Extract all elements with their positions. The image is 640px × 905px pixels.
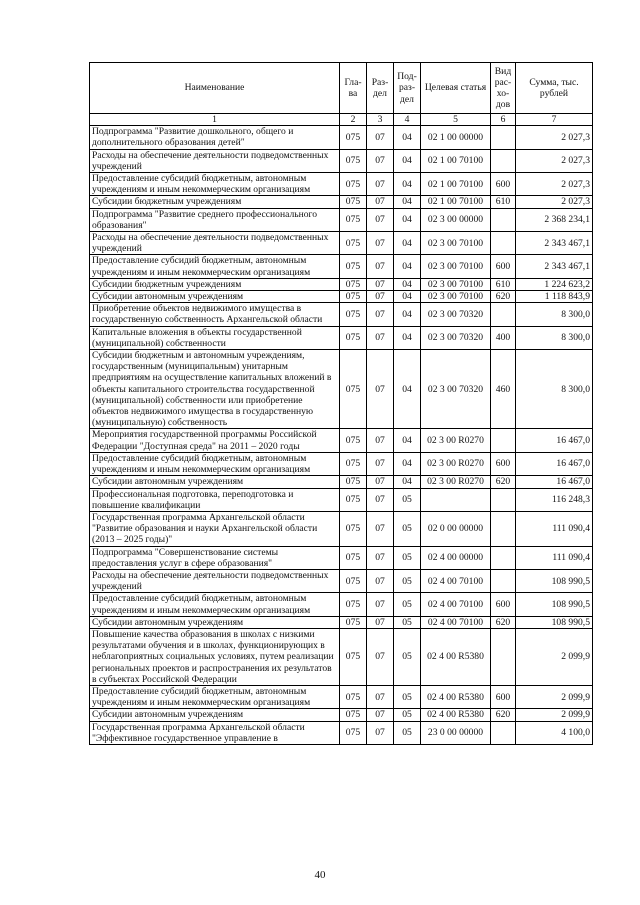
row-razdel-cell: 07 xyxy=(367,173,394,196)
row-glava-cell: 075 xyxy=(340,232,367,255)
row-razdel-cell: 07 xyxy=(367,511,394,546)
row-name-cell: Предоставление субсидий бюджетным, автономным учреждениям и иным некоммерческим организациям xyxy=(90,593,340,616)
row-target-cell: 02 4 00 70100 xyxy=(421,616,491,628)
row-razdel-cell: 07 xyxy=(367,291,394,303)
row-razdel-cell: 07 xyxy=(367,452,394,475)
row-name-cell: Подпрограмма "Развитие дошкольного, общего и дополнительного образования детей" xyxy=(90,126,340,149)
row-podrazdel-cell: 04 xyxy=(394,196,421,208)
row-glava-cell: 075 xyxy=(340,149,367,172)
row-glava-cell: 075 xyxy=(340,303,367,326)
row-name-cell: Расходы на обеспечение деятельности подведомственных учреждений xyxy=(90,232,340,255)
row-target-cell xyxy=(421,488,491,511)
row-target-cell: 02 3 00 70320 xyxy=(421,303,491,326)
row-glava-cell: 075 xyxy=(340,569,367,592)
column-number: 1 xyxy=(90,114,340,126)
row-name-cell: Предоставление субсидий бюджетным, автономным учреждениям и иным некоммерческим организациям xyxy=(90,452,340,475)
table-row xyxy=(90,616,593,628)
row-vid-cell: 400 xyxy=(491,326,516,349)
row-target-cell: 02 1 00 70100 xyxy=(421,173,491,196)
row-vid-cell: 620 xyxy=(491,709,516,721)
row-vid-cell xyxy=(491,628,516,685)
row-razdel-cell: 07 xyxy=(367,488,394,511)
row-name-cell: Субсидии бюджетным учреждениям xyxy=(90,196,340,208)
row-glava-cell: 075 xyxy=(340,255,367,278)
header-glava: Гла-ва xyxy=(340,63,367,114)
row-vid-cell: 600 xyxy=(491,593,516,616)
row-podrazdel-cell: 05 xyxy=(394,488,421,511)
row-name-cell: Субсидии автономным учреждениям xyxy=(90,616,340,628)
row-target-cell: 02 1 00 70100 xyxy=(421,149,491,172)
row-glava-cell: 075 xyxy=(340,429,367,452)
column-number-row xyxy=(90,114,593,126)
row-name-cell: Подпрограмма "Совершенствование системы предоставления услуг в сфере образования" xyxy=(90,546,340,569)
column-number: 5 xyxy=(421,114,491,126)
row-sum-cell: 108 990,5 xyxy=(516,569,593,592)
row-vid-cell xyxy=(491,208,516,231)
row-podrazdel-cell: 04 xyxy=(394,208,421,231)
row-glava-cell: 075 xyxy=(340,511,367,546)
row-sum-cell: 16 467,0 xyxy=(516,452,593,475)
row-podrazdel-cell: 04 xyxy=(394,278,421,290)
row-name-cell: Мероприятия государственной программы Российской Федерации "Доступная среда" на 2011 – 2020 годы xyxy=(90,429,340,452)
row-glava-cell: 075 xyxy=(340,685,367,708)
row-vid-cell: 600 xyxy=(491,255,516,278)
row-vid-cell xyxy=(491,721,516,744)
table-row xyxy=(90,208,593,231)
row-glava-cell: 075 xyxy=(340,721,367,744)
row-glava-cell: 075 xyxy=(340,291,367,303)
column-number: 4 xyxy=(394,114,421,126)
row-glava-cell: 075 xyxy=(340,709,367,721)
row-vid-cell: 600 xyxy=(491,685,516,708)
row-glava-cell: 075 xyxy=(340,628,367,685)
row-name-cell: Предоставление субсидий бюджетным, автономным учреждениям и иным некоммерческим организациям xyxy=(90,255,340,278)
row-name-cell: Расходы на обеспечение деятельности подведомственных учреждений xyxy=(90,569,340,592)
row-sum-cell: 16 467,0 xyxy=(516,476,593,488)
row-target-cell: 02 3 00 70320 xyxy=(421,350,491,429)
row-sum-cell: 16 467,0 xyxy=(516,429,593,452)
row-razdel-cell: 07 xyxy=(367,232,394,255)
table-row xyxy=(90,546,593,569)
row-target-cell: 02 4 00 70100 xyxy=(421,569,491,592)
row-glava-cell: 075 xyxy=(340,350,367,429)
row-podrazdel-cell: 04 xyxy=(394,173,421,196)
row-target-cell: 02 4 00 R5380 xyxy=(421,628,491,685)
row-vid-cell xyxy=(491,429,516,452)
row-glava-cell: 075 xyxy=(340,452,367,475)
column-number: 6 xyxy=(491,114,516,126)
row-name-cell: Расходы на обеспечение деятельности подведомственных учреждений xyxy=(90,149,340,172)
row-vid-cell: 620 xyxy=(491,616,516,628)
row-vid-cell: 610 xyxy=(491,196,516,208)
row-sum-cell: 111 090,4 xyxy=(516,546,593,569)
row-name-cell: Предоставление субсидий бюджетным, автономным учреждениям и иным некоммерческим организациям xyxy=(90,173,340,196)
header-name: Наименование xyxy=(90,63,340,114)
row-glava-cell: 075 xyxy=(340,476,367,488)
row-sum-cell: 2 099,9 xyxy=(516,628,593,685)
row-razdel-cell: 07 xyxy=(367,326,394,349)
row-podrazdel-cell: 04 xyxy=(394,126,421,149)
row-podrazdel-cell: 05 xyxy=(394,546,421,569)
row-sum-cell: 2 343 467,1 xyxy=(516,232,593,255)
table-row xyxy=(90,452,593,475)
row-podrazdel-cell: 04 xyxy=(394,452,421,475)
row-target-cell: 23 0 00 00000 xyxy=(421,721,491,744)
row-target-cell: 02 3 00 70100 xyxy=(421,255,491,278)
row-name-cell: Капитальные вложения в объекты государственной (муниципальной) собственности xyxy=(90,326,340,349)
header-razdel: Раз-дел xyxy=(367,63,394,114)
table-row xyxy=(90,569,593,592)
table-row xyxy=(90,173,593,196)
row-sum-cell: 108 990,5 xyxy=(516,616,593,628)
row-podrazdel-cell: 05 xyxy=(394,593,421,616)
row-podrazdel-cell: 05 xyxy=(394,511,421,546)
row-razdel-cell: 07 xyxy=(367,546,394,569)
row-podrazdel-cell: 05 xyxy=(394,569,421,592)
row-name-cell: Профессиональная подготовка, переподготовка и повышение квалификации xyxy=(90,488,340,511)
row-podrazdel-cell: 04 xyxy=(394,326,421,349)
row-target-cell: 02 3 00 R0270 xyxy=(421,429,491,452)
row-sum-cell: 2 027,3 xyxy=(516,196,593,208)
row-target-cell: 02 4 00 R5380 xyxy=(421,709,491,721)
table-row xyxy=(90,196,593,208)
row-razdel-cell: 07 xyxy=(367,476,394,488)
row-razdel-cell: 07 xyxy=(367,721,394,744)
table-row xyxy=(90,303,593,326)
table-row xyxy=(90,721,593,744)
row-glava-cell: 075 xyxy=(340,173,367,196)
row-razdel-cell: 07 xyxy=(367,569,394,592)
header-row xyxy=(90,63,593,114)
row-vid-cell xyxy=(491,546,516,569)
row-podrazdel-cell: 04 xyxy=(394,476,421,488)
row-razdel-cell: 07 xyxy=(367,208,394,231)
row-glava-cell: 075 xyxy=(340,278,367,290)
row-target-cell: 02 1 00 70100 xyxy=(421,196,491,208)
row-name-cell: Повышение качества образования в школах с низкими результатами обучения и в школах, функционирующих в неблагоприятных социальных условиях, путем реализации региональных проектов и распространения их результатов в субъектах Российской Федерации xyxy=(90,628,340,685)
row-razdel-cell: 07 xyxy=(367,255,394,278)
row-vid-cell xyxy=(491,126,516,149)
table-row xyxy=(90,476,593,488)
row-glava-cell: 075 xyxy=(340,488,367,511)
row-vid-cell: 460 xyxy=(491,350,516,429)
row-podrazdel-cell: 05 xyxy=(394,685,421,708)
row-target-cell: 02 4 00 00000 xyxy=(421,546,491,569)
row-podrazdel-cell: 04 xyxy=(394,149,421,172)
page-number: 40 xyxy=(314,869,326,881)
row-razdel-cell: 07 xyxy=(367,350,394,429)
row-glava-cell: 075 xyxy=(340,593,367,616)
row-name-cell: Субсидии бюджетным и автономным учреждениям, государственным (муниципальным) унитарным предприятиям на осуществление капитальных вложений в объекты капитального строительства государственной (муниципальной) собственности или приобретение объектов недвижимого имущества в государственную (муниципальную) собственность xyxy=(90,350,340,429)
row-name-cell: Государственная программа Архангельской области "Эффективное государственное управление в xyxy=(90,721,340,744)
row-sum-cell: 8 300,0 xyxy=(516,350,593,429)
table-row xyxy=(90,291,593,303)
table-row xyxy=(90,149,593,172)
table-row xyxy=(90,628,593,685)
table-row xyxy=(90,232,593,255)
row-target-cell: 02 3 00 70320 xyxy=(421,326,491,349)
row-target-cell: 02 3 00 R0270 xyxy=(421,476,491,488)
row-podrazdel-cell: 05 xyxy=(394,709,421,721)
table-row xyxy=(90,685,593,708)
row-vid-cell xyxy=(491,488,516,511)
row-target-cell: 02 1 00 00000 xyxy=(421,126,491,149)
column-number: 7 xyxy=(516,114,593,126)
row-razdel-cell: 07 xyxy=(367,685,394,708)
row-sum-cell: 2 027,3 xyxy=(516,149,593,172)
row-razdel-cell: 07 xyxy=(367,593,394,616)
header-target: Целевая статья xyxy=(421,63,491,114)
row-vid-cell: 620 xyxy=(491,291,516,303)
row-razdel-cell: 07 xyxy=(367,149,394,172)
row-sum-cell: 2 099,9 xyxy=(516,709,593,721)
row-podrazdel-cell: 05 xyxy=(394,628,421,685)
row-razdel-cell: 07 xyxy=(367,126,394,149)
row-razdel-cell: 07 xyxy=(367,616,394,628)
table-row xyxy=(90,326,593,349)
row-name-cell: Государственная программа Архангельской области "Развитие образования и науки Архангельской области (2013 – 2025 годы)" xyxy=(90,511,340,546)
row-sum-cell: 4 100,0 xyxy=(516,721,593,744)
row-sum-cell: 1 118 843,9 xyxy=(516,291,593,303)
row-sum-cell: 8 300,0 xyxy=(516,326,593,349)
table-row xyxy=(90,126,593,149)
row-glava-cell: 075 xyxy=(340,196,367,208)
row-vid-cell: 600 xyxy=(491,173,516,196)
column-number: 3 xyxy=(367,114,394,126)
row-podrazdel-cell: 04 xyxy=(394,291,421,303)
row-sum-cell: 2 368 234,1 xyxy=(516,208,593,231)
row-sum-cell: 108 990,5 xyxy=(516,593,593,616)
header-sum: Сумма, тыс. рублей xyxy=(516,63,593,114)
row-vid-cell: 610 xyxy=(491,278,516,290)
row-podrazdel-cell: 04 xyxy=(394,232,421,255)
row-glava-cell: 075 xyxy=(340,546,367,569)
table-row xyxy=(90,709,593,721)
row-target-cell: 02 3 00 R0270 xyxy=(421,452,491,475)
row-name-cell: Субсидии автономным учреждениям xyxy=(90,709,340,721)
row-name-cell: Подпрограмма "Развитие среднего профессионального образования" xyxy=(90,208,340,231)
row-vid-cell xyxy=(491,303,516,326)
table-row xyxy=(90,255,593,278)
row-razdel-cell: 07 xyxy=(367,196,394,208)
row-name-cell: Субсидии автономным учреждениям xyxy=(90,291,340,303)
row-target-cell: 02 0 00 00000 xyxy=(421,511,491,546)
row-sum-cell: 2 099,9 xyxy=(516,685,593,708)
row-razdel-cell: 07 xyxy=(367,709,394,721)
row-sum-cell: 2 027,3 xyxy=(516,126,593,149)
table-row xyxy=(90,511,593,546)
table-body xyxy=(90,126,593,745)
row-sum-cell: 2 027,3 xyxy=(516,173,593,196)
row-target-cell: 02 4 00 R5380 xyxy=(421,685,491,708)
row-target-cell: 02 3 00 70100 xyxy=(421,291,491,303)
row-podrazdel-cell: 04 xyxy=(394,350,421,429)
row-sum-cell: 1 224 623,2 xyxy=(516,278,593,290)
row-sum-cell: 8 300,0 xyxy=(516,303,593,326)
table-row xyxy=(90,350,593,429)
row-target-cell: 02 3 00 00000 xyxy=(421,208,491,231)
budget-table xyxy=(89,62,593,745)
row-glava-cell: 075 xyxy=(340,616,367,628)
row-target-cell: 02 4 00 70100 xyxy=(421,593,491,616)
table-row xyxy=(90,429,593,452)
row-vid-cell: 600 xyxy=(491,452,516,475)
table-row xyxy=(90,278,593,290)
row-glava-cell: 075 xyxy=(340,126,367,149)
row-vid-cell xyxy=(491,569,516,592)
row-glava-cell: 075 xyxy=(340,208,367,231)
row-podrazdel-cell: 05 xyxy=(394,721,421,744)
row-vid-cell xyxy=(491,511,516,546)
row-podrazdel-cell: 05 xyxy=(394,616,421,628)
column-number: 2 xyxy=(340,114,367,126)
row-vid-cell xyxy=(491,149,516,172)
row-name-cell: Субсидии бюджетным учреждениям xyxy=(90,278,340,290)
row-podrazdel-cell: 04 xyxy=(394,429,421,452)
table-row xyxy=(90,488,593,511)
row-sum-cell: 111 090,4 xyxy=(516,511,593,546)
row-glava-cell: 075 xyxy=(340,326,367,349)
row-sum-cell: 116 248,3 xyxy=(516,488,593,511)
row-podrazdel-cell: 04 xyxy=(394,303,421,326)
row-podrazdel-cell: 04 xyxy=(394,255,421,278)
row-sum-cell: 2 343 467,1 xyxy=(516,255,593,278)
row-name-cell: Приобретение объектов недвижимого имущества в государственную собственность Архангельской области xyxy=(90,303,340,326)
row-target-cell: 02 3 00 70100 xyxy=(421,278,491,290)
row-target-cell: 02 3 00 70100 xyxy=(421,232,491,255)
row-name-cell: Субсидии автономным учреждениям xyxy=(90,476,340,488)
row-razdel-cell: 07 xyxy=(367,429,394,452)
row-name-cell: Предоставление субсидий бюджетным, автономным учреждениям и иным некоммерческим организациям xyxy=(90,685,340,708)
row-vid-cell: 620 xyxy=(491,476,516,488)
row-razdel-cell: 07 xyxy=(367,628,394,685)
header-podrazdel: Под-раз-дел xyxy=(394,63,421,114)
row-vid-cell xyxy=(491,232,516,255)
row-razdel-cell: 07 xyxy=(367,278,394,290)
table-row xyxy=(90,593,593,616)
header-vid: Вид рас-хо-дов xyxy=(491,63,516,114)
row-razdel-cell: 07 xyxy=(367,303,394,326)
